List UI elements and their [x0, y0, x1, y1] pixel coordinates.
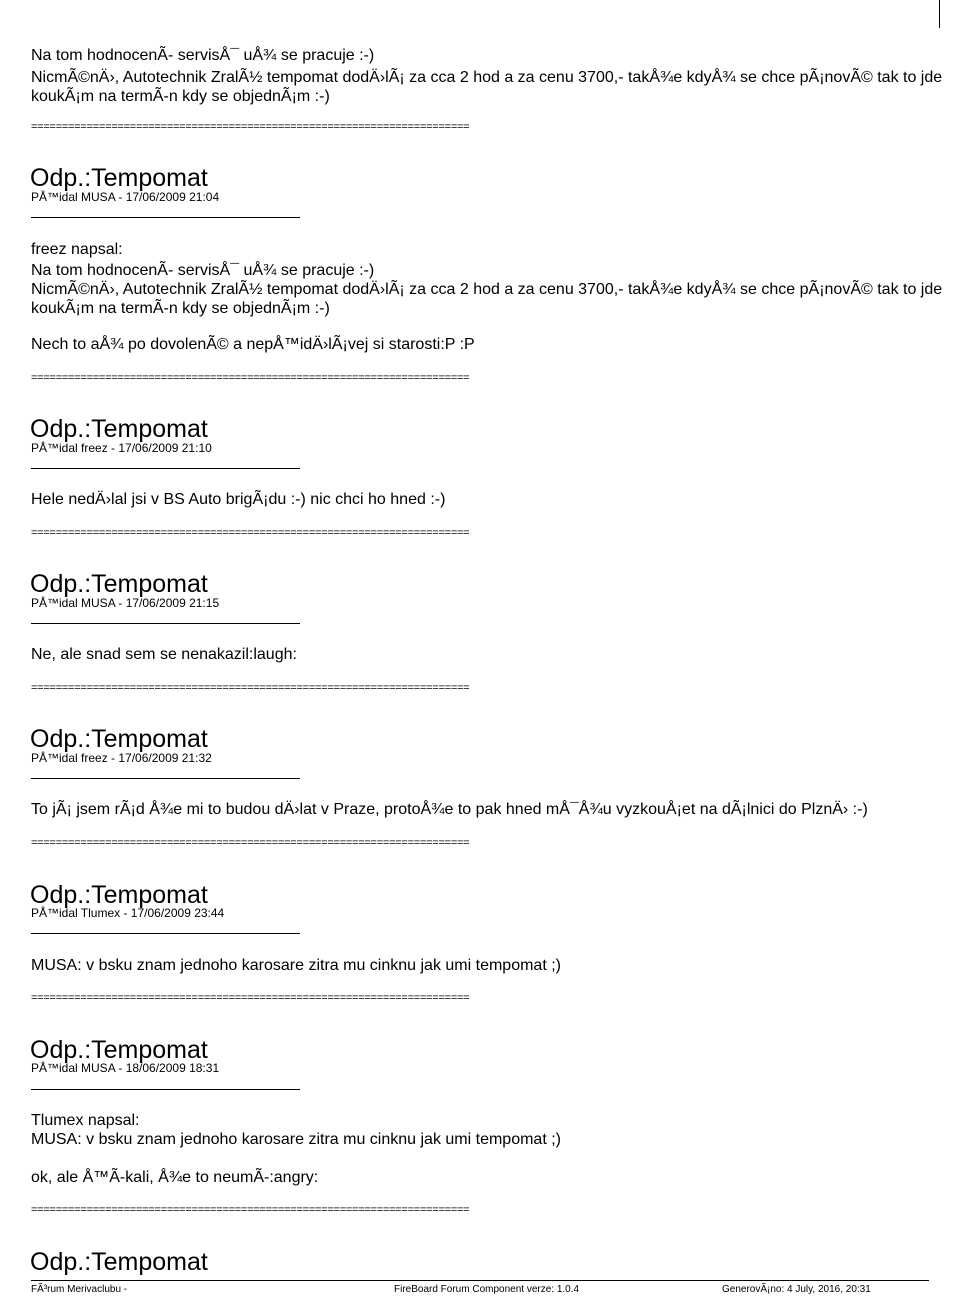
page-edge-rule [939, 0, 940, 28]
intro-line: NicmÃ©nÄ›, Autotechnik ZralÃ½ tempomat dodÄ›lÃ¡ za cca 2 hod a za cenu 3700,- takÅ¾e kdyÅ¾ se chce pÃ¡novÃ© tak to jde [31, 69, 943, 86]
post-body-line: Tlumex napsal: [31, 1112, 140, 1129]
intro-line: koukÃ¡m na termÃ-n kdy se objednÃ¡m :-) [31, 88, 330, 105]
post-body-line: koukÃ¡m na termÃ-n kdy se objednÃ¡m :-) [31, 300, 330, 317]
post-separator: ======================================================================= [31, 1204, 470, 1216]
post-meta-divider [31, 217, 300, 218]
intro-line: Na tom hodnocenÃ- servisÅ¯ uÅ¾ se pracuje :-) [31, 47, 375, 64]
post-separator: ======================================================================= [31, 682, 470, 694]
post-separator: ======================================================================= [31, 992, 470, 1004]
post-separator: ======================================================================= [31, 527, 470, 539]
post-title: Odp.:Tempomat [30, 415, 208, 443]
post-separator: ======================================================================= [31, 121, 470, 133]
footer-component-version: FireBoard Forum Component verze: 1.0.4 [394, 1284, 580, 1295]
post-title: Odp.:Tempomat [30, 725, 208, 753]
post-meta: PÅ™idal Tlumex - 17/06/2009 23:44 [31, 906, 225, 920]
post-meta-divider [31, 778, 300, 779]
post-body-line: Ne, ale snad sem se nenakazil:laugh: [31, 646, 297, 663]
post-meta-divider [31, 933, 300, 934]
post-separator: ======================================================================= [31, 837, 470, 849]
post-title: Odp.:Tempomat [30, 1036, 208, 1064]
post-title: Odp.:Tempomat [30, 881, 208, 909]
post-body-line: NicmÃ©nÄ›, Autotechnik ZralÃ½ tempomat dodÄ›lÃ¡ za cca 2 hod a za cenu 3700,- takÅ¾e kdyÅ¾ se chce pÃ¡novÃ© tak to jde [31, 281, 943, 298]
post-body-line: To jÃ¡ jsem rÃ¡d Å¾e mi to budou dÄ›lat v Praze, protoÅ¾e to pak hned mÅ¯Å¾u vyzkouÅ¡et na dÃ¡lnici do PlznÄ› :-) [31, 801, 868, 818]
post-body-line: MUSA: v bsku znam jednoho karosare zitra mu cinknu jak umi tempomat ;) [31, 1131, 561, 1148]
post-meta-divider [31, 1089, 300, 1090]
post-body-line: Hele nedÄ›lal jsi v BS Auto brigÃ¡du :-) nic chci ho hned :-) [31, 491, 446, 508]
post-body-line: Nech to aÅ¾ po dovolenÃ© a nepÅ™idÄ›lÃ¡vej si starosti:P :P [31, 336, 475, 353]
post-meta-divider [31, 468, 300, 469]
post-body-line: freez napsal: [31, 241, 123, 258]
post-body-line: Na tom hodnocenÃ- servisÅ¯ uÅ¾ se pracuje :-) [31, 262, 375, 279]
post-body-line: MUSA: v bsku znam jednoho karosare zitra mu cinknu jak umi tempomat ;) [31, 957, 561, 974]
post-separator: ======================================================================= [31, 372, 470, 384]
post-meta: PÅ™idal MUSA - 17/06/2009 21:15 [31, 596, 220, 610]
post-meta: PÅ™idal MUSA - 17/06/2009 21:04 [31, 190, 220, 204]
post-meta-divider [31, 623, 300, 624]
post-title: Odp.:Tempomat [30, 1248, 208, 1276]
post-meta: PÅ™idal freez - 17/06/2009 21:32 [31, 751, 212, 765]
post-title: Odp.:Tempomat [30, 164, 208, 192]
post-body-line: ok, ale Å™Ã-kali, Å¾e to neumÃ-:angry: [31, 1169, 319, 1186]
footer-generated-date: GenerovÃ¡no: 4 July, 2016, 20:31 [722, 1284, 871, 1295]
post-meta: PÅ™idal freez - 17/06/2009 21:10 [31, 441, 212, 455]
footer-forum-name: FÃ³rum Merivaclubu - [31, 1284, 128, 1295]
post-meta: PÅ™idal MUSA - 18/06/2009 18:31 [31, 1061, 220, 1075]
footer-rule [31, 1280, 929, 1281]
post-title: Odp.:Tempomat [30, 570, 208, 598]
